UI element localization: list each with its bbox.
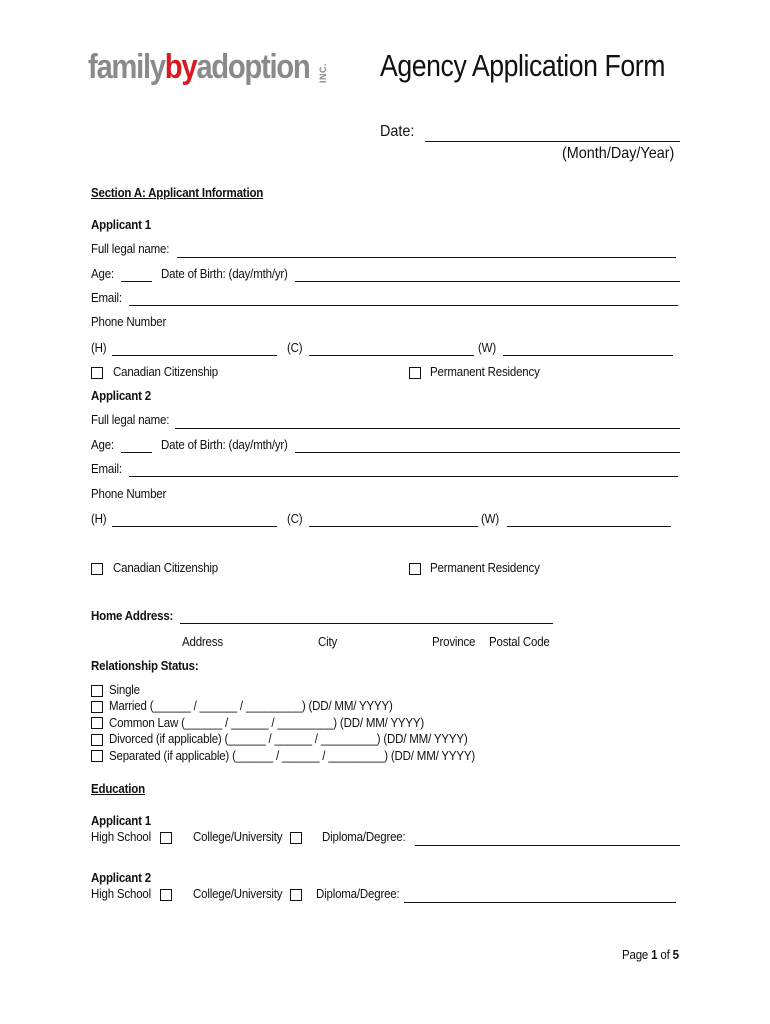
relationship-option: Separated (if applicable) (______ / ______ / _________) (DD/ MM/ YYYY) xyxy=(109,749,476,763)
city-caption: City xyxy=(318,635,338,649)
a1-dob-label: Date of Birth: (day/mth/yr) xyxy=(161,267,288,281)
a2-dob-label: Date of Birth: (day/mth/yr) xyxy=(161,438,288,452)
a2-age-field[interactable] xyxy=(121,452,152,453)
edu-a1-diploma-field[interactable] xyxy=(415,845,680,846)
relationship-option: Single xyxy=(109,683,140,697)
relationship-common-law-checkbox[interactable] xyxy=(91,717,103,729)
a2-email-field[interactable] xyxy=(129,476,678,477)
a1-work-phone-field[interactable] xyxy=(503,355,673,356)
applicant1-heading: Applicant 1 xyxy=(91,218,151,232)
a2-dob-field[interactable] xyxy=(295,452,680,453)
edu-a1-college-checkbox[interactable] xyxy=(290,832,302,844)
applicant2-heading: Applicant 2 xyxy=(91,389,151,403)
a1-citizenship-checkbox[interactable] xyxy=(91,367,103,379)
home-address-label: Home Address: xyxy=(91,609,174,623)
a2-full-name-label: Full legal name: xyxy=(91,413,170,427)
edu-a2-college-checkbox[interactable] xyxy=(290,889,302,901)
section-a-title: Section A: Applicant Information xyxy=(91,186,264,200)
page-title: Agency Application Form xyxy=(380,48,666,83)
edu-a1-diploma-label: Diploma/Degree: xyxy=(322,830,406,844)
postal-code-caption: Postal Code xyxy=(489,635,550,649)
education-title: Education xyxy=(91,782,145,796)
date-label: Date: xyxy=(380,123,415,140)
a1-citizenship-label: Canadian Citizenship xyxy=(113,365,219,379)
a1-residency-checkbox[interactable] xyxy=(409,367,421,379)
edu-a2-high-school-checkbox[interactable] xyxy=(160,889,172,901)
a1-dob-field[interactable] xyxy=(295,281,680,282)
page-number: Page 1 of 5 xyxy=(622,948,679,962)
edu-a1-high-school-checkbox[interactable] xyxy=(160,832,172,844)
a2-full-name-field[interactable] xyxy=(175,428,680,429)
edu-applicant1-heading: Applicant 1 xyxy=(91,814,151,828)
relationship-separated-checkbox[interactable] xyxy=(91,750,103,762)
a2-cell-label: (C) xyxy=(287,512,303,526)
edu-a1-college-label: College/University xyxy=(193,830,283,844)
a1-full-name-label: Full legal name: xyxy=(91,242,170,256)
a2-citizenship-checkbox[interactable] xyxy=(91,563,103,575)
a1-cell-label: (C) xyxy=(287,341,303,355)
a2-email-label: Email: xyxy=(91,462,122,476)
a1-age-label: Age: xyxy=(91,267,114,281)
a1-full-name-field[interactable] xyxy=(177,257,676,258)
edu-a1-high-school-label: High School xyxy=(91,830,151,844)
a2-phone-label: Phone Number xyxy=(91,487,167,501)
a1-cell-phone-field[interactable] xyxy=(309,355,474,356)
relationship-option: Married (______ / ______ / _________) (DD/ MM/ YYYY) xyxy=(109,699,393,713)
date-field[interactable] xyxy=(425,141,680,142)
home-address-field[interactable] xyxy=(180,623,553,624)
relationship-divorced-checkbox[interactable] xyxy=(91,734,103,746)
a1-work-label: (W) xyxy=(478,341,496,355)
a2-home-label: (H) xyxy=(91,512,107,526)
a1-residency-label: Permanent Residency xyxy=(430,365,540,379)
a2-cell-phone-field[interactable] xyxy=(309,526,478,527)
logo: familybyadoption xyxy=(88,48,310,86)
a2-residency-checkbox[interactable] xyxy=(409,563,421,575)
relationship-married-checkbox[interactable] xyxy=(91,701,103,713)
a1-home-phone-field[interactable] xyxy=(112,355,277,356)
a2-work-phone-field[interactable] xyxy=(507,526,671,527)
a2-home-phone-field[interactable] xyxy=(112,526,277,527)
edu-a2-high-school-label: High School xyxy=(91,887,151,901)
a2-residency-label: Permanent Residency xyxy=(430,561,540,575)
relationship-option: Divorced (if applicable) (______ / ______ / _________) (DD/ MM/ YYYY) xyxy=(109,732,468,746)
edu-a2-college-label: College/University xyxy=(193,887,283,901)
a1-age-field[interactable] xyxy=(121,281,152,282)
edu-applicant2-heading: Applicant 2 xyxy=(91,871,151,885)
edu-a2-diploma-label: Diploma/Degree: xyxy=(316,887,400,901)
province-caption: Province xyxy=(432,635,476,649)
logo-inc: INC. xyxy=(318,63,328,83)
address-caption: Address xyxy=(182,635,223,649)
a2-work-label: (W) xyxy=(481,512,499,526)
a1-home-label: (H) xyxy=(91,341,107,355)
a2-citizenship-label: Canadian Citizenship xyxy=(113,561,219,575)
date-format-hint: (Month/Day/Year) xyxy=(562,145,675,162)
edu-a2-diploma-field[interactable] xyxy=(404,902,676,903)
a1-email-label: Email: xyxy=(91,291,122,305)
a1-phone-label: Phone Number xyxy=(91,315,167,329)
relationship-single-checkbox[interactable] xyxy=(91,685,103,697)
a1-email-field[interactable] xyxy=(129,305,678,306)
relationship-status-label: Relationship Status: xyxy=(91,659,199,673)
relationship-option: Common Law (______ / ______ / _________) (DD/ MM/ YYYY) xyxy=(109,716,425,730)
a2-age-label: Age: xyxy=(91,438,114,452)
